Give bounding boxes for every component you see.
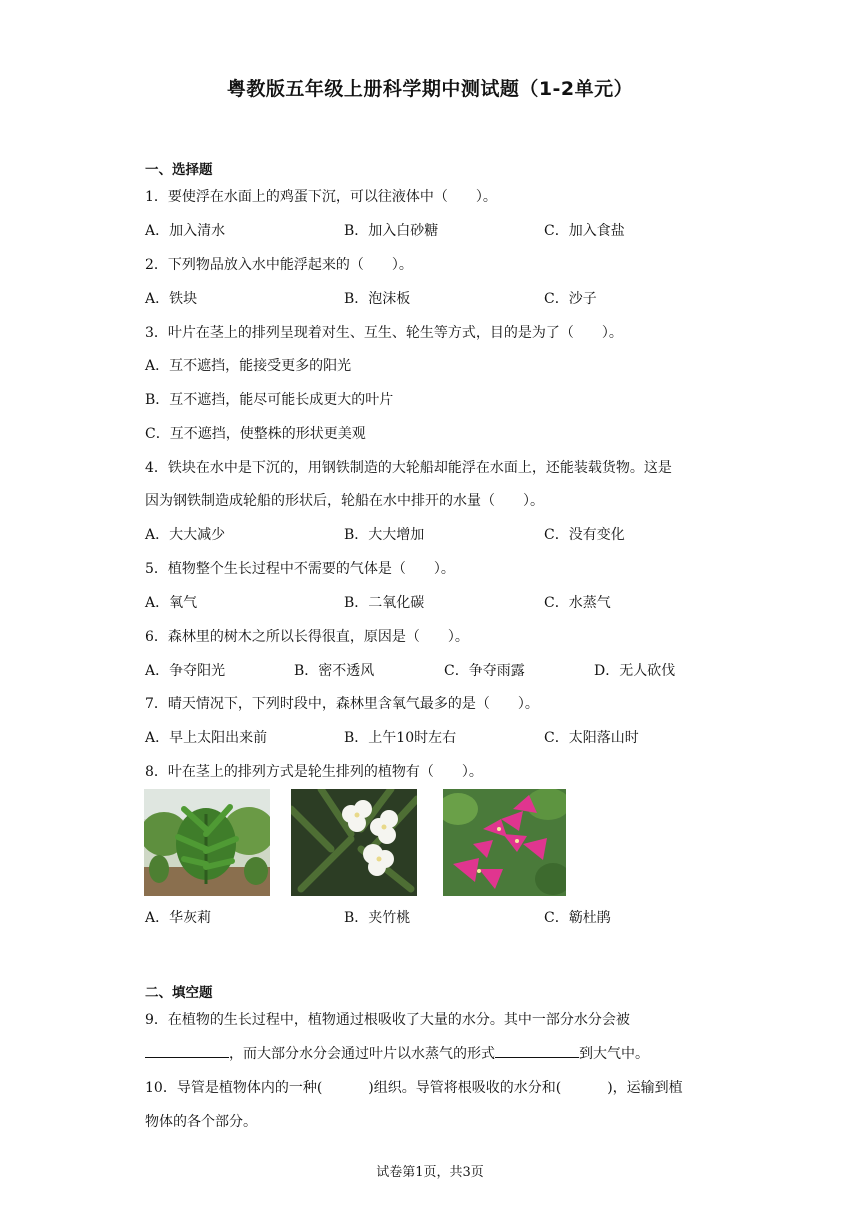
question-7-stem: 7．晴天情况下，下列时段中，森林里含氧气最多的是（ ）。 (145, 696, 539, 712)
question-8-option-c: C．簕杜鹃 (544, 910, 611, 926)
question-5-option-a: A．氧气 (145, 595, 198, 611)
question-7-option-b: B．上午10时左右 (344, 730, 457, 746)
question-8-stem: 8．叶在茎上的排列方式是轮生排列的植物有（ ）。 (145, 764, 483, 780)
question-3-option-a: A．互不遮挡，能接受更多的阳光 (145, 358, 352, 374)
question-10-line2: 物体的各个部分。 (145, 1114, 257, 1130)
question-5-option-b: B．二氧化碳 (344, 595, 425, 611)
question-1-option-b: B．加入白砂糖 (344, 223, 439, 239)
plant-photo-a (144, 789, 270, 896)
question-3-stem: 3．叶片在茎上的排列呈现着对生、互生、轮生等方式，目的是为了（ ）。 (145, 325, 623, 341)
question-2-option-c: C．沙子 (544, 291, 597, 307)
question-4-option-b: B．大大增加 (344, 527, 425, 543)
question-6-option-d: D．无人砍伐 (594, 663, 676, 679)
question-6-option-a: A．争夺阳光 (145, 663, 226, 679)
question-9-line2 (145, 1043, 649, 1063)
question-6-option-b: B．密不透风 (294, 663, 375, 679)
question-9-text-mid: ，而大部分水分会通过叶片以水蒸气的形式 (229, 1046, 495, 1062)
question-2-option-a: A．铁块 (145, 291, 198, 307)
question-6-option-c: C．争夺雨露 (444, 663, 525, 679)
plant-photo-c (443, 789, 566, 896)
question-4-stem-line1: 4．铁块在水中是下沉的，用钢铁制造的大轮船却能浮在水面上，还能装载货物。这是 (145, 460, 672, 476)
question-4-option-a: A．大大减少 (145, 527, 226, 543)
plant-photo-b (291, 789, 417, 896)
question-1-option-c: C．加入食盐 (544, 223, 625, 239)
question-10-text-b: )组织。导管将根吸收的水分和( (368, 1080, 562, 1096)
question-3-option-c: C．互不遮挡，使整株的形状更美观 (145, 426, 366, 442)
page-footer: 试卷第1页，共3页 (376, 1165, 484, 1180)
question-9-text-end: 到大气中。 (579, 1046, 649, 1062)
question-8-option-a: A．华灰莉 (145, 910, 212, 926)
question-6-stem: 6．森林里的树木之所以长得很直，原因是（ ）。 (145, 629, 469, 645)
section-heading-choice: 一、选择题 (145, 162, 213, 178)
question-10-line1 (145, 1077, 683, 1097)
question-7-option-a: A．早上太阳出来前 (145, 730, 268, 746)
answer-blank[interactable] (145, 1057, 229, 1058)
question-5-stem: 5．植物整个生长过程中不需要的气体是（ ）。 (145, 561, 455, 577)
question-5-option-c: C．水蒸气 (544, 595, 611, 611)
question-4-option-c: C．没有变化 (544, 527, 625, 543)
section-heading-fill: 二、填空题 (145, 985, 213, 1001)
question-1-option-a: A．加入清水 (145, 223, 226, 239)
question-3-option-b: B．互不遮挡，能尽可能长成更大的叶片 (145, 392, 394, 408)
question-7-option-c: C．太阳落山时 (544, 730, 639, 746)
page-title: 粤教版五年级上册科学期中测试题（1-2单元） (226, 78, 634, 100)
question-2-option-b: B．泡沫板 (344, 291, 411, 307)
question-4-stem-line2: 因为钢铁制造成轮船的形状后，轮船在水中排开的水量（ ）。 (145, 493, 544, 509)
question-10-text-c: )，运输到植 (607, 1080, 683, 1096)
question-2-stem: 2．下列物品放入水中能浮起来的（ ）。 (145, 257, 413, 273)
question-9-line1: 9．在植物的生长过程中，植物通过根吸收了大量的水分。其中一部分水分会被 (145, 1012, 630, 1028)
question-1-stem: 1．要使浮在水面上的鸡蛋下沉，可以往液体中（ ）。 (145, 189, 497, 205)
question-10-text-a: 10．导管是植物体内的一种( (145, 1080, 323, 1096)
answer-blank[interactable] (495, 1057, 579, 1058)
question-8-option-b: B．夹竹桃 (344, 910, 411, 926)
